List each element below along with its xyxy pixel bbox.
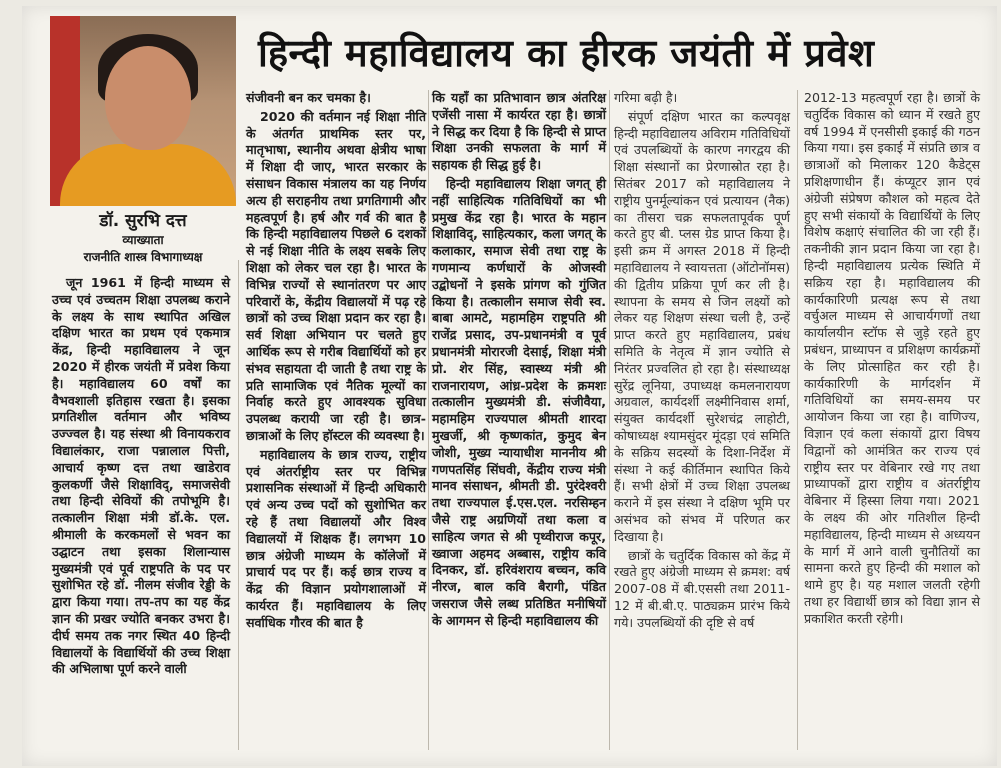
paragraph: संजीवनी बन कर चमका है। xyxy=(246,90,371,105)
paragraph: संपूर्ण दक्षिण भारत का कल्पवृक्ष हिन्दी महाविद्यालय अविराम गतिविधियों एवं उपलब्धियों के कारण नगरद्वय की शिक्षा संस्थानों का प्रेरणास्रोत रहा है। सितंबर 2017 को महाविद्यालय ने राष्ट्रीय पुनर्मूल्यांकन एवं प्रत्यायन (नैक) का तीसरा चक्र सफलतापूर्वक पूर्ण करते हुए बी. प्लस ग्रेड प्राप्त किया है। इसी क्रम में अगस्त 2018 में हिन्दी महाविद्यालय ने स्वायत्तता (ऑटोनॉमस) की द्वितीय प्रक्रिया पूर्ण कर ली है। स्थापना के समय से जिन लक्ष्यों को लेकर यह शिक्षण संस्था चली है, उन्हें प्राप्त करते हुए महाविद्यालय, प्रबंध समिति के नेतृत्व में ज्ञान ज्योति से निरंतर प्रज्वलित हो रहा है। संस्थाध्यक्ष सुरेंद्र लूनिया, उपाध्यक्ष कमलनारायण अग्रवाल, कार्यदर्शी लक्ष्मीनिवास शर्मा, संयुक्त कार्यदर्शी सुरेशचंद्र लाहोटी, कोषाध्यक्ष श्यामसुंदर मूंदड़ा एवं समिति के सक्रिय सदस्यों के दिशा-निर्देश में संस्था ने कई कीर्तिमान स्थापित किये हैं। सभी क्षेत्रों में उच्च शिक्षा उपलब्ध कराने में इस संस्था ने दक्षिण भूमि पर असंभव को संभव में परिणत कर दिखाया है। xyxy=(614,108,790,544)
author-department: राजनीति शास्त्र विभागाध्यक्ष xyxy=(83,250,203,264)
paragraph: छात्रों के चतुर्दिक विकास को केंद्र में रखते हुए अंग्रेजी माध्यम से क्रमश: वर्ष 2007-08 में बी.एससी तथा 2011-12 में बी.बी.ए. पाठ्यक्रम प्रारंभ किये गये। उपलब्धियों की दृष्टि से वर्ष xyxy=(614,547,790,630)
paragraph: जून 1961 में हिन्दी माध्यम से उच्च एवं उच्चतम शिक्षा उपलब्ध कराने के लक्ष्य के साथ स्थापित अखिल दक्षिण भारत का प्रथम एवं एकमात्र केंद्र, हिन्दी महाविद्यालय ने जून 2020 में हीरक जयंती में प्रवेश किया है। महाविद्यालय 60 वर्षों का वैभवशाली इतिहास रखता है। इसका प्रगतिशील वर्तमान और भविष्य उज्ज्वल है। यह संस्था श्री विनायकराव विद्यालंकार, राजा पन्नालाल पित्ती, आचार्य कृष्ण दत्त तथा खाडेराव कुलकर्णी जैसे शिक्षाविद्, समाजसेवी तथा हिन्दी सेवियों की तपोभूमि है। तत्कालीन शिक्षा मंत्री डॉ.के. एल. श्रीमाली के करकमलों से भवन का उद्घाटन तथा इसका शिलान्यास मुख्यमंत्री एवं पूर्व राष्ट्रपति के पद पर सुशोभित रहे डॉ. नीलम संजीव रेड्डी के द्वारा किया गया। तप-तप का यह केंद्र ज्ञान की प्रखर ज्योति बनकर उभरा है। दीर्घ समय तक नगर स्थित 40 हिन्दी विद्यालयों के विद्यार्थियों की उच्च शिक्षा की अभिलाषा पूर्ण करने वाली xyxy=(52,275,230,677)
author-photo xyxy=(50,16,236,206)
paragraph: हिन्दी महाविद्यालय शिक्षा जगत् ही नहीं साहित्यिक गतिविधियों का भी प्रमुख केंद्र रहा है। भारत के महान शिक्षाविद्, साहित्यकार, कला जगत् के कलाकार, समाज सेवी तथा राष्ट्र के गणमान्य कर्णधारों के ओजस्वी उद्बोधनों ने इसके प्रांगण को गुंजित किया है। तत्कालीन समाज सेवी स्व. बाबा आमटे, महामहिम राष्ट्रपति श्री राजेंद्र प्रसाद, उप-प्रधानमंत्री व पूर्व प्रधानमंत्री मोरारजी देसाई, शिक्षा मंत्री प्रो. शेर सिंह, स्वास्थ्य मंत्री श्री राजनारायण, आंध्र-प्रदेश के क्रमशः तत्कालीन मुख्यमंत्री डी. संजीवैया, महामहिम राज्यपाल श्रीमती शारदा मुखर्जी, श्री कृष्णकांत, कुमुद बेन जोशी, मुख्य न्यायाधीश माननीय श्री गणपतसिंह सिंघवी, केंद्रीय राज्य मंत्री मानव संसाधन, श्रीमती डी. पुरंदेश्वरी तथा राज्यपाल ई.एस.एल. नरसिम्हन जैसे राष्ट्र अग्रणियों तथा कला व साहित्य जगत से श्री पृथ्वीराज कपूर, ख्वाजा अहमद अब्बास, राष्ट्रीय कवि दिनकर, डॉ. हरिवंशराय बच्चन, कवि नीरज, बाल कवि बैरागी, पंडित जसराज जैसे लब्ध प्रतिष्ठित मनीषियों के आगमन से हिन्दी महाविद्यालय की xyxy=(432,175,606,628)
article-column-5 xyxy=(804,90,980,630)
article-column-3 xyxy=(432,90,606,632)
article-column-4 xyxy=(614,90,790,634)
column-divider xyxy=(609,90,610,750)
author-caption xyxy=(50,206,236,265)
paragraph: 2012-13 महत्वपूर्ण रहा है। छात्रों के चतुर्दिक विकास को ध्यान में रखते हुए वर्ष 1994 में एनसीसी इकाई की गठन किया गया। इस इकाई में संप्रति छात्र व छात्राओं को मिलाकर 120 कैडेट्स प्रशिक्षणाधीन हैं। कंप्यूटर ज्ञान एवं अंग्रेजी संप्रेषण कौशल को महत्व देते हुए सभी संकायों के विद्यार्थियों के लिए विशेष कक्षाएं संचालित की जा रही हैं। तकनीकी ज्ञान प्रदान किया जा रहा है। हिन्दी महाविद्यालय प्रत्येक स्थिति में सक्रिय रहा है। महाविद्यालय की कार्यकारिणी प्रत्यक्ष रूप से तथा वर्चुअल माध्यम से आचार्यगणों तथा कार्यालयीन स्टॉफ से जुड़े रहते हुए प्रबंधन, प्राध्यापन व प्रशिक्षण कार्यक्रमों के लिए प्रोत्साहित कर रही है। कार्यकारिणी के मार्गदर्शन में गतिविधियों का समय-समय पर आयोजन किया जा रहा है। वाणिज्य, विज्ञान एवं कला संकायों द्वारा विषय विद्वानों को आमंत्रित कर राज्य एवं राष्ट्रीय स्तर पर वेबिनार रखे गए तथा प्राध्यापकों द्वारा राष्ट्रीय व अंतर्राष्ट्रीय वेबिनार में हिस्सा लिया गया। 2021 के लक्ष्य की ओर गतिशील हिन्दी महाविद्यालय, हिन्दी माध्यम से अध्ययन के मार्ग में आने वाली चुनौतियों का सामना करते हुए हिन्दी की मशाल को थामे हुए है। यह मशाल जलती रहेगी तथा हर विद्यार्थी छात्र को विद्या ज्ञान से प्रकाशित करती रहेगी। xyxy=(804,90,980,626)
photo-saree xyxy=(60,144,236,206)
author-name: डॉ. सुरभि दत्त xyxy=(99,211,187,231)
article-column-1 xyxy=(52,275,230,680)
article-headline: हिन्दी महाविद्यालय का हीरक जयंती में प्रवेश xyxy=(258,31,875,75)
paragraph: महाविद्यालय के छात्र राज्य, राष्ट्रीय एवं अंतर्राष्ट्रीय स्तर पर विभिन्न प्रशासनिक संस्थाओं में हिन्दी अधिकारी एवं अन्य उच्च पदों को सुशोभित कर रहे हैं तथा विद्यालयों और विश्व विद्यालयों में शिक्षक हैं। लगभग 10 छात्र अंग्रेजी माध्यम के कॉलेजों में प्राचार्य पद पर हैं। कई छात्र राज्य व केंद्र की विज्ञान प्रयोगशालाओं में कार्यरत हैं। महाविद्यालय के लिए सर्वाधिक गौरव की बात है xyxy=(246,446,426,630)
paragraph: गरिमा बढ़ी है। xyxy=(614,90,678,105)
column-divider xyxy=(428,90,429,750)
photo-face xyxy=(105,46,191,150)
column-divider xyxy=(238,260,239,750)
article-column-2 xyxy=(246,90,426,634)
author-role: व्याख्याता xyxy=(122,233,164,247)
column-divider xyxy=(797,90,798,750)
paragraph: 2020 की वर्तमान नई शिक्षा नीति के अंतर्गत प्राथमिक स्तर पर, मातृभाषा, स्थानीय अथवा क्षेत्रीय भाषा में शिक्षा दी जाए, भारत सरकार के संसाधन विकास मंत्रालय का यह निर्णय अत्य ही सराहनीय तथा प्रगतिगामी और महत्वपूर्ण है। हर्ष और गर्व की बात है कि हिन्दी महाविद्यालय पिछले 6 दशकों से नई शिक्षा नीति के लक्ष्य सबके लिए शिक्षा को लेकर चल रहा है। भारत के विभिन्न राज्यों से स्थानांतरण पर आए परिवारों के, केंद्रीय विद्यालयों में पढ़ रहे छात्रों को उच्च शिक्षा प्रदान कर रहा है। सर्व शिक्षा अभियान पर चलते हुए आर्थिक रूप से गरीब विद्यार्थियों को हर संभव सहायता दी जाती है तथा राष्ट्र के प्रति सामाजिक एवं नैतिक मूल्यों का निर्वाह करते हुए आवश्यक सुविधा उपलब्ध करायी जा रही है। छात्र-छात्राओं के लिए हॉस्टल की व्यवस्था है। xyxy=(246,108,426,443)
paragraph: कि यहाँ का प्रतिभावान छात्र अंतरिक्ष एजेंसी नासा में कार्यरत रहा है। छात्रों ने सिद्ध कर दिया है कि हिन्दी से प्राप्त शिक्षा उनकी सफलता के मार्ग में सहायक ही सिद्ध हुई है। xyxy=(432,90,606,173)
